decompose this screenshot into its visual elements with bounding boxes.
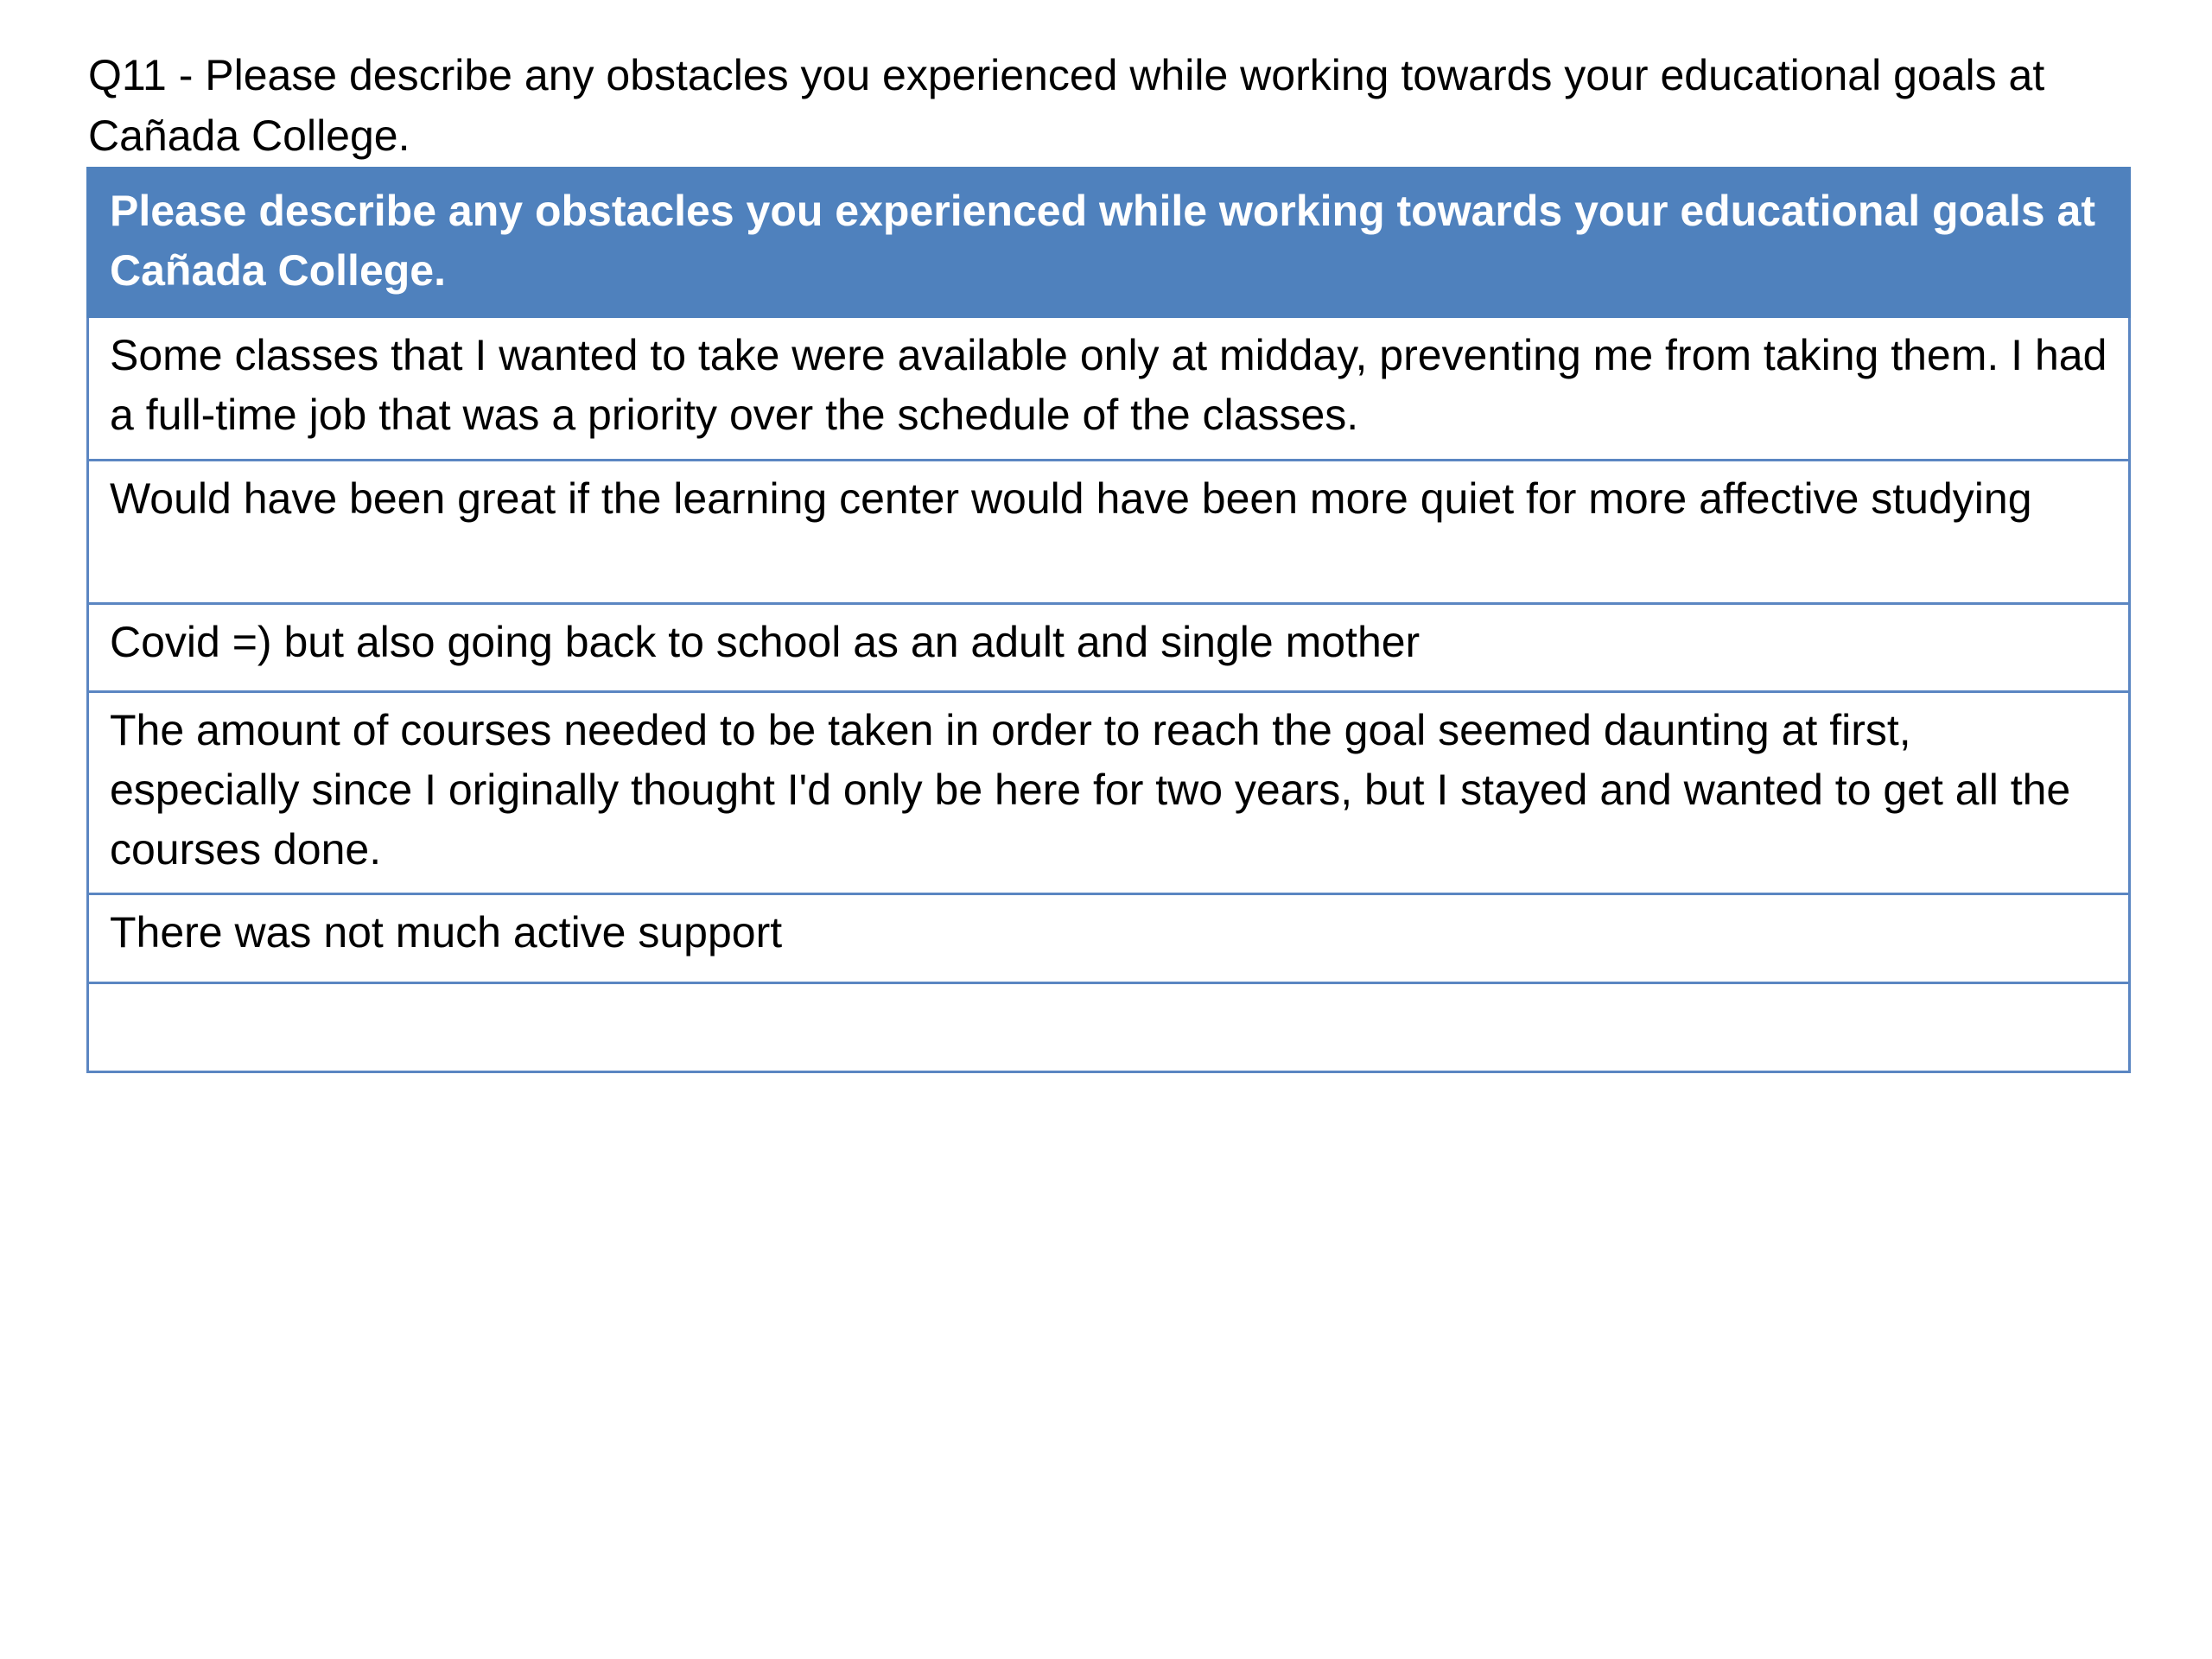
response-cell: Some classes that I wanted to take were available only at midday, preventing me from taking them. I had a full-time job that was a priority over the schedule of the classes.: [88, 317, 2130, 461]
table-header-row: [88, 168, 2130, 317]
response-cell: The amount of courses needed to be taken in order to reach the goal seemed daunting at first, especially since I originally thought I'd only be here for two years, but I stayed and wanted to get all the courses done.: [88, 692, 2130, 894]
table-row: [88, 317, 2130, 461]
response-cell: There was not much active support: [88, 894, 2130, 983]
response-cell: Covid =) but also going back to school as an adult and single mother: [88, 604, 2130, 692]
table-header-cell: Please describe any obstacles you experienced while working towards your educational goals at Cañada College.: [88, 168, 2130, 317]
table-row: [88, 461, 2130, 604]
responses-table: [86, 167, 2131, 1073]
response-cell: Would have been great if the learning center would have been more quiet for more affective studying: [88, 461, 2130, 604]
table-row: [88, 894, 2130, 983]
table-row-empty: [88, 983, 2130, 1072]
question-title: Q11 - Please describe any obstacles you experienced while working towards your educational goals at Cañada College.: [88, 51, 2045, 160]
response-cell-empty: [88, 983, 2130, 1072]
table-row: [88, 692, 2130, 894]
table-row: [88, 604, 2130, 692]
